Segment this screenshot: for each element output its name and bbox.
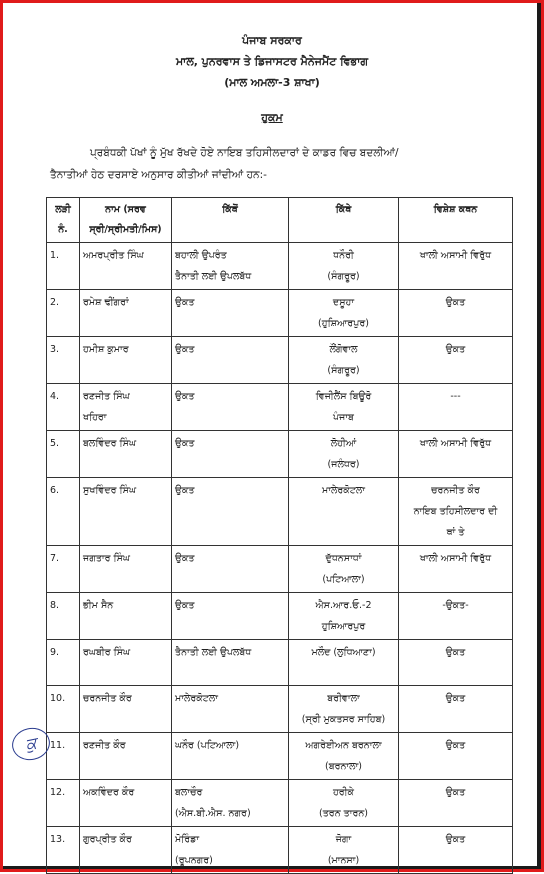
cell-name-text: ਰਣਜੀਤ ਸਿੰਘ <box>83 391 130 402</box>
cell-from-text: ਉਕਤ <box>175 297 195 308</box>
cell-to-text: (ਪਟਿਆਲਾ) <box>322 574 365 585</box>
cell-to <box>289 384 399 431</box>
cell-from <box>172 243 289 290</box>
cell-name-text: ਚਰਨਜੀਤ ਕੌਰ <box>83 693 132 704</box>
table-row <box>47 733 513 780</box>
cell-remarks <box>399 733 513 780</box>
cell-from-text: ਤੈਨਾਤੀ ਲਈ ਉਪਲਬੱਧ <box>175 647 252 658</box>
table-row <box>47 593 513 640</box>
cell-remarks-text: ਖਾਲੀ ਅਸਾਮੀ ਵਿਰੁੱਧ <box>419 553 492 564</box>
cell-remarks-text: ਚਰਨਜੀਤ ਕੌਰ <box>431 485 480 496</box>
order-title: ਹੁਕਮ <box>261 111 283 124</box>
cell-name <box>80 780 172 827</box>
cell-to-text: (ਸੰਗਰੂਰ) <box>327 271 360 282</box>
cell-to <box>289 337 399 384</box>
cell-name-text: ਰਮੇਸ਼ ਢੀਂਗਰਾਂ <box>83 297 129 308</box>
cell-name <box>80 478 172 546</box>
cell-serial-text: 9. <box>50 647 60 658</box>
cell-to-text: (ਤਰਨ ਤਾਰਨ) <box>319 808 368 819</box>
department-name: ਮਾਲ, ਪੁਨਰਵਾਸ ਤੇ ਡਿਜਾਸਟਰ ਮੈਨੇਜਮੈਂਟ ਵਿਭਾਗ <box>175 55 369 68</box>
cell-to-text: ਦੁੱਧਨਸਾਧਾਂ <box>325 553 362 564</box>
table-row <box>47 686 513 733</box>
table-row <box>47 384 513 431</box>
cell-to-text: ਮਲੌਦ (ਲੁਧਿਆਣਾ) <box>311 647 376 658</box>
cell-remarks <box>399 827 513 874</box>
table-row <box>47 640 513 686</box>
cell-from-text: ਮੋਰਿੰਡਾ <box>175 834 200 845</box>
cell-to-text: ਲੋਹੀਆਂ <box>330 438 357 449</box>
cell-from-text: (ਰੂਪਨਗਰ) <box>175 855 213 866</box>
cell-to <box>289 780 399 827</box>
cell-to-text: ਮਾਲੇਰਕੋਟਲਾ <box>322 485 365 496</box>
cell-serial-text: 12. <box>50 787 66 798</box>
cell-remarks <box>399 478 513 546</box>
cell-serial <box>47 640 80 686</box>
col-header-to: ਕਿੱਥੇ <box>289 198 399 243</box>
cell-to <box>289 686 399 733</box>
cell-serial-text: 1. <box>50 250 60 261</box>
cell-remarks <box>399 243 513 290</box>
cell-serial-text: 13. <box>50 834 66 845</box>
cell-serial-text: 7. <box>50 553 60 564</box>
cell-serial <box>47 290 80 337</box>
govt-name: ਪੰਜਾਬ ਸਰਕਾਰ <box>242 34 302 47</box>
cell-remarks <box>399 593 513 640</box>
table-row <box>47 780 513 827</box>
cell-to-text: ਹੁਸ਼ਿਆਰਪੁਰ <box>321 621 366 632</box>
cell-from-text: ਤੈਨਾਤੀ ਲਈ ਉਪਲਬੱਧ <box>175 271 252 282</box>
cell-serial <box>47 384 80 431</box>
cell-name-text: ਅਮਰਪ੍ਰੀਤ ਸਿੰਘ <box>83 250 144 261</box>
cell-name <box>80 337 172 384</box>
table-row <box>47 243 513 290</box>
cell-serial-text: 4. <box>50 391 60 402</box>
cell-name-text: ਜਗਤਾਰ ਸਿੰਘ <box>83 553 130 564</box>
cell-serial-text: 10. <box>50 693 66 704</box>
cell-serial <box>47 686 80 733</box>
cell-from <box>172 686 289 733</box>
table-row <box>47 827 513 874</box>
cell-remarks-text: ਉਕਤ <box>445 834 466 845</box>
cell-remarks <box>399 546 513 593</box>
cell-from-text: ਉਕਤ <box>175 600 195 611</box>
cell-name <box>80 686 172 733</box>
cell-name <box>80 733 172 780</box>
cell-remarks <box>399 431 513 478</box>
cell-remarks-text: ਉਕਤ <box>445 740 466 751</box>
cell-from <box>172 593 289 640</box>
cell-to <box>289 733 399 780</box>
cell-name <box>80 827 172 874</box>
cell-to <box>289 243 399 290</box>
cell-to <box>289 640 399 686</box>
cell-from-text: ਬਲਾਚੌਰ <box>175 787 203 798</box>
scrollbar-edge <box>537 3 541 869</box>
cell-serial <box>47 243 80 290</box>
col-header-name <box>80 198 172 243</box>
cell-from-text: ਉਕਤ <box>175 553 195 564</box>
cell-from-text: ਘਨੌਰ (ਪਟਿਆਲਾ) <box>175 740 240 751</box>
cell-remarks-text: ਖਾਲੀ ਅਸਾਮੀ ਵਿਰੁੱਧ <box>419 250 492 261</box>
cell-from-text: ਮਾਲੇਰਕੋਟਲਾ <box>175 693 218 704</box>
cell-to <box>289 593 399 640</box>
cell-serial <box>47 780 80 827</box>
cell-from <box>172 780 289 827</box>
cell-from-text: (ਐਸ.ਬੀ.ਐਸ. ਨਗਰ) <box>175 808 251 819</box>
cell-name <box>80 431 172 478</box>
cell-remarks-text: -ਉਕਤ- <box>442 600 469 611</box>
table-row <box>47 431 513 478</box>
cell-from <box>172 733 289 780</box>
cell-to-text: (ਬਰਨਾਲਾ) <box>324 761 363 772</box>
cell-remarks-text: --- <box>450 391 461 402</box>
cell-serial-text: 8. <box>50 600 60 611</box>
branch-name: (ਮਾਲ ਅਮਲਾ-3 ਸ਼ਾਖਾ) <box>224 76 320 89</box>
cell-serial <box>47 827 80 874</box>
table-row <box>47 478 513 546</box>
col-header-remarks: ਵਿਸ਼ੇਸ਼ ਕਥਨ <box>399 198 513 243</box>
cell-to-text: ਐਸ.ਆਰ.ਓ.-2 <box>315 600 372 611</box>
cell-serial <box>47 337 80 384</box>
cell-remarks <box>399 780 513 827</box>
col-header-from: ਕਿੱਥੋਂ <box>172 198 289 243</box>
cell-remarks <box>399 384 513 431</box>
cell-from-text: ਉਕਤ <box>175 391 195 402</box>
handwritten-initial-mark: ਕੁ <box>9 724 53 763</box>
cell-from <box>172 431 289 478</box>
cell-serial-text: 5. <box>50 438 60 449</box>
cell-name-text: ਹਮੀਸ਼ ਕੁਮਾਰ <box>83 344 129 355</box>
cell-from-text: ਉਕਤ <box>175 344 195 355</box>
cell-to-text: ਪੰਜਾਬ <box>333 412 354 423</box>
header-text: ਸ੍ਰੀ/ਸ੍ਰੀਮਤੀ/ਮਿਸ) <box>89 224 162 235</box>
cell-remarks-text: ਉਕਤ <box>445 647 466 658</box>
cell-remarks-text: ਉਕਤ <box>445 297 466 308</box>
cell-remarks-text: ਥਾਂ ਤੇ <box>446 527 465 538</box>
table-row <box>47 290 513 337</box>
cell-name-text: ਰਘਬੀਰ ਸਿੰਘ <box>83 647 131 658</box>
cell-name-text: ਬਲਵਿੰਦਰ ਸਿੰਘ <box>83 438 137 449</box>
cell-to-text: (ਸ੍ਰੀ ਮੁਕਤਸਰ ਸਾਹਿਬ) <box>301 714 386 725</box>
cell-from-text: ਉਕਤ <box>175 485 195 496</box>
cell-to-text: (ਹੁਸ਼ਿਆਰਪੁਰ) <box>318 318 369 329</box>
document-header <box>0 30 544 93</box>
table-header-row <box>47 198 513 243</box>
table-row <box>47 546 513 593</box>
cell-remarks <box>399 686 513 733</box>
cell-to-text: ਹਰੀਕੇ <box>332 787 355 798</box>
cell-from <box>172 384 289 431</box>
header-text: ਨਾਮ (ਸਰਵ <box>105 204 146 215</box>
cell-from <box>172 546 289 593</box>
cell-remarks-text: ਨਾਇਬ ਤਹਿਸੀਲਦਾਰ ਦੀ <box>413 506 498 517</box>
cell-from-text: ਉਕਤ <box>175 438 195 449</box>
cell-remarks <box>399 290 513 337</box>
cell-to <box>289 290 399 337</box>
cell-remarks-text: ਉਕਤ <box>445 787 466 798</box>
cell-serial-text: 11. <box>50 740 66 751</box>
cell-name-text: ਸੁਖਵਿੰਦਰ ਸਿੰਘ <box>83 485 137 496</box>
cell-serial <box>47 478 80 546</box>
col-header-serial <box>47 198 80 243</box>
cell-from <box>172 640 289 686</box>
cell-name-text: ਅਕਵਿੰਦਰ ਕੌਰ <box>83 787 135 798</box>
cell-from-text: ਬਹਾਲੀ ਉਪਰੰਤ <box>175 250 227 261</box>
cell-serial-text: 3. <box>50 344 60 355</box>
cell-to-text: (ਸੰਗਰੂਰ) <box>327 365 360 376</box>
table-row <box>47 337 513 384</box>
cell-to-text: ਲੌਂਗੋਵਾਲ <box>329 344 358 355</box>
cell-name <box>80 384 172 431</box>
cell-to-text: ਦਸੂਹਾ <box>332 297 355 308</box>
cell-remarks-text: ਉਕਤ <box>445 693 466 704</box>
cell-serial <box>47 431 80 478</box>
header-text: ਨੰ. <box>58 224 68 235</box>
transfer-table <box>46 197 513 874</box>
cell-to-text: ਬਰੀਵਾਲਾ <box>327 693 360 704</box>
cell-to <box>289 546 399 593</box>
cell-serial-text: 2. <box>50 297 60 308</box>
cell-remarks-text: ਖਾਲੀ ਅਸਾਮੀ ਵਿਰੁੱਧ <box>419 438 492 449</box>
cell-serial <box>47 593 80 640</box>
cell-to-text: ਧਨੌਰੀ <box>333 250 354 261</box>
cell-remarks <box>399 640 513 686</box>
cell-name-text: ਗੁਰਪ੍ਰੀਤ ਕੌਰ <box>83 834 132 845</box>
cell-to-text: ਜੋਗਾ <box>335 834 352 845</box>
cell-to-text: ਅਗਰੇਈਅਨ ਬਰਨਾਲਾ <box>305 740 382 751</box>
cell-name <box>80 290 172 337</box>
cell-name <box>80 640 172 686</box>
cell-remarks-text: ਉਕਤ <box>445 344 466 355</box>
cell-to <box>289 478 399 546</box>
cell-name <box>80 546 172 593</box>
cell-serial-text: 6. <box>50 485 60 496</box>
cell-to-text: ਵਿਜੀਲੈਂਸ ਬਿਊਰੋ <box>315 391 372 402</box>
cell-serial <box>47 546 80 593</box>
cell-remarks <box>399 337 513 384</box>
cell-name-text: ਭੀਮ ਸੈਨ <box>83 600 114 611</box>
cell-to-text: (ਮਾਨਸਾ) <box>327 855 360 866</box>
cell-from <box>172 337 289 384</box>
header-text: ਲੜੀ <box>55 204 71 215</box>
cell-to <box>289 827 399 874</box>
intro-line-2: ਤੈਨਾਤੀਆਂ ਹੇਠ ਦਰਸਾਏ ਅਨੁਸਾਰ ਕੀਤੀਆਂ ਜਾਂਦੀਆਂ ਹਨ:- <box>50 169 267 181</box>
cell-from <box>172 478 289 546</box>
cell-to <box>289 431 399 478</box>
cell-name <box>80 243 172 290</box>
intro-line-1: ਪ੍ਰਬੰਧਕੀ ਪੱਖਾਂ ਨੂੰ ਮੁੱਖ ਰੱਖਦੇ ਹੋਏ ਨਾਇਬ ਤਹਿਸੀਲਦਾਰਾਂ ਦੇ ਕਾਡਰ ਵਿਚ ਬਦਲੀਆਂ/ <box>90 147 399 159</box>
cell-name-text: ਰਣਜੀਤ ਕੌਰ <box>83 740 126 751</box>
cell-serial <box>47 733 80 780</box>
cell-from <box>172 827 289 874</box>
cell-from <box>172 290 289 337</box>
cell-name-text: ਖਹਿਰਾ <box>83 412 107 423</box>
cell-to-text: (ਜਲੰਧਰ) <box>327 459 360 470</box>
cell-name <box>80 593 172 640</box>
